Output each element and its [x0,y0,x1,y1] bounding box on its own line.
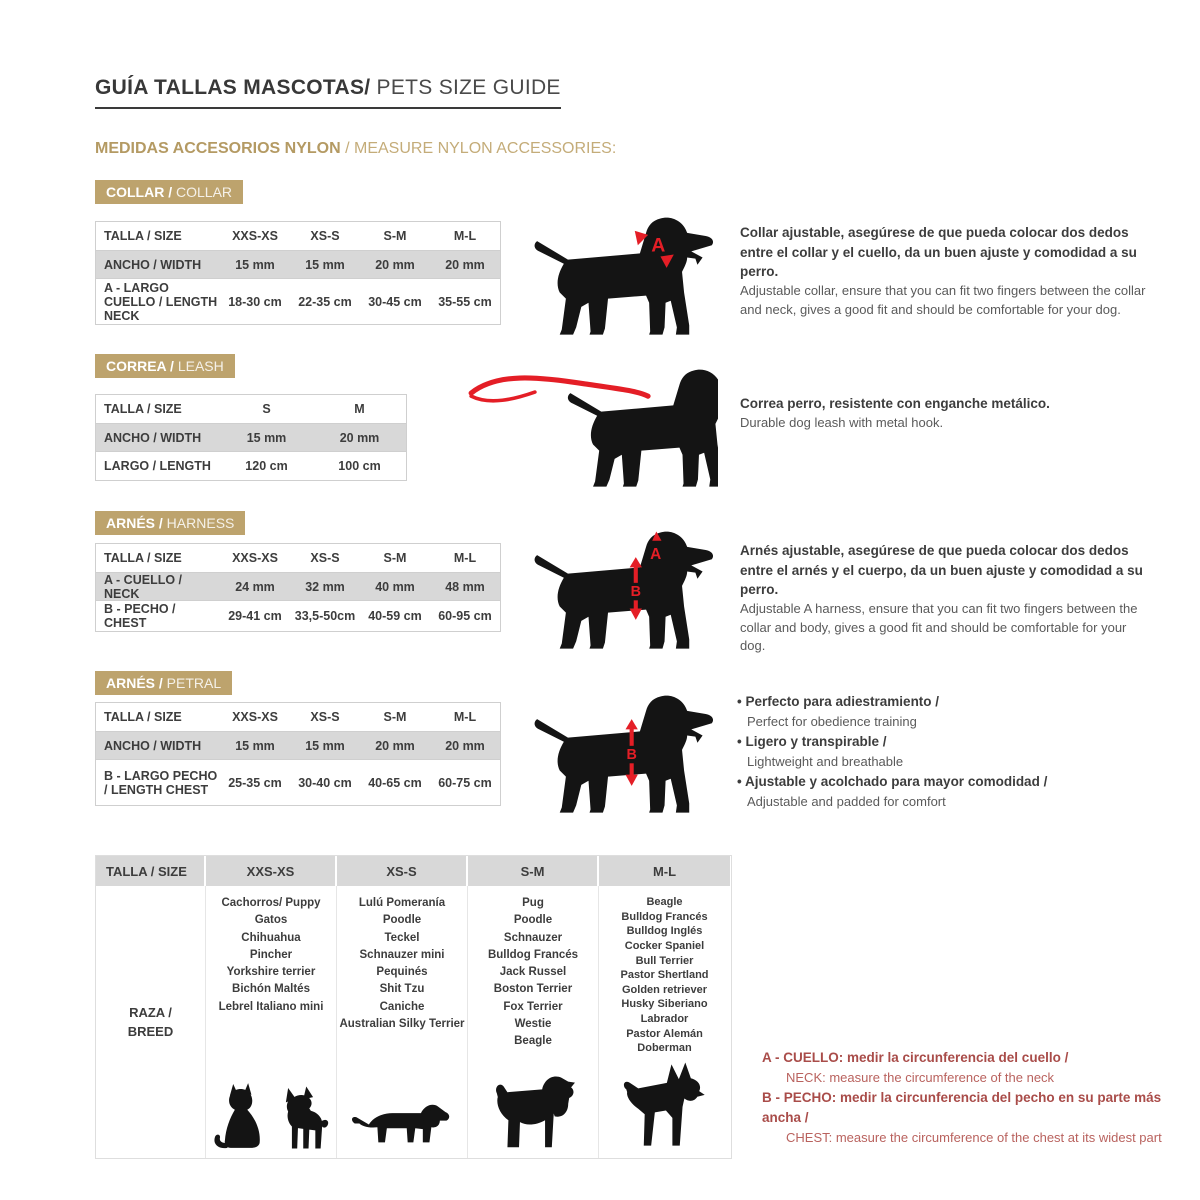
petral-feature-list [737,692,1157,811]
collar-description [740,223,1148,319]
leash-description [740,394,1148,432]
table-cell: 40-65 cm [368,775,422,790]
page-subtitle-es: MEDIDAS ACCESORIOS NYLON [95,140,341,157]
collar-measure-letter: A [651,234,666,257]
harness-table-row-neck [96,572,500,600]
leash-table-row-length [96,451,406,480]
table-cell: 48 mm [445,579,485,594]
table-cell: 15 mm [305,738,345,753]
breed-column-m-l [599,886,730,1158]
breed-item: Lulú Pomeranía [358,897,446,909]
breed-item: Golden retriever [622,983,707,996]
column-header: TALLA / SIZE [104,402,182,416]
page-title-en: PETS SIZE GUIDE [370,76,561,99]
breed-item: Shit Tzu [379,983,425,996]
petral-dog-illustration [533,688,718,817]
column-header: XS-S [310,229,340,243]
column-header: M-L [453,710,477,724]
breed-item: Husky Siberiano [621,998,708,1011]
breed-item: Australian Silky Terrier [339,1017,465,1030]
badge-text-es: ARNÉS / [106,515,163,531]
breed-item: Beagle [514,1035,552,1047]
leash-dog-illustration [466,362,718,491]
silhouettes-m-l [615,1057,715,1153]
breed-item: Boston Terrier [493,983,573,996]
silhouettes-xxs-xs [210,1078,332,1153]
harness-description [740,541,1148,656]
petral-table-row-chest [96,759,500,805]
column-header: XXS-XS [232,710,278,724]
harness-dog-illustration [533,524,718,653]
leash-size-table [95,394,407,481]
petral-bullet-es: • Ajustable y acolchado para mayor comodidad / [737,772,1157,792]
breed-column-xs-s [337,886,468,1158]
breed-item: Labrador [640,1013,689,1025]
breed-item: Fox Terrier [503,1000,563,1013]
column-header: TALLA / SIZE [104,551,182,565]
breed-row-label-line1: RAZA / [129,1004,172,1020]
badge-text-es: CORREA / [106,358,174,374]
breed-item: Beagle [646,896,683,908]
petral-section-badge [95,671,232,695]
column-header: TALLA / SIZE [104,710,182,724]
breed-item: Chihuahua [241,931,301,944]
harness-measure-letter-a: A [650,546,662,564]
row-label: A - CUELLO / NECK [104,572,183,601]
collar-section-badge [95,180,243,204]
badge-text-en: COLLAR [172,184,233,200]
leash-desc-es: Correa perro, resistente con enganche metálico. [740,396,1050,411]
harness-table-row-chest [96,600,500,631]
table-cell: 33,5-50cm [294,609,356,623]
petral-table-row-width [96,731,500,759]
column-header: M-L [453,229,477,243]
dog-silhouette-icon [533,210,718,339]
note-chest-en: CHEST: measure the circumference of the chest at its widest part [786,1130,1162,1146]
petral-size-table [95,702,501,806]
breed-item: Doberman [637,1042,692,1055]
table-cell: 29-41 cm [228,609,282,623]
column-header: TALLA / SIZE [96,856,206,886]
collar-table-row-neck [96,278,500,324]
column-header: S-M [383,229,407,243]
schnauzer-silhouette-icon [487,1071,579,1153]
badge-text-en: LEASH [173,358,224,374]
silhouettes-xs-s [349,1094,455,1153]
petral-bullet-es: • Perfecto para adiestramiento / [737,692,1157,712]
badge-text-en: HARNESS [162,515,235,531]
table-cell: 20 mm [445,738,485,753]
breed-item: Caniche [379,1000,425,1013]
table-cell: 40-59 cm [368,609,422,623]
column-header: XS-S [310,710,340,724]
table-cell: 35-55 cm [438,294,492,309]
note-chest-es: B - PECHO: medir la circunferencia del pecho en su parte más ancha / [762,1089,1162,1125]
table-cell: 15 mm [235,257,275,272]
table-cell: 24 mm [235,579,275,594]
breed-item: Pug [522,897,544,909]
table-cell: 30-45 cm [368,294,422,309]
table-cell: 30-40 cm [298,775,352,790]
harness-table-header-row [96,544,500,572]
harness-size-table [95,543,501,632]
column-header: M-L [453,551,477,565]
collar-dog-illustration [533,210,718,339]
column-header: XS-S [337,856,468,886]
table-cell: 20 mm [339,430,380,445]
column-header: S-M [383,710,407,724]
breed-item: Pastor Alemán [626,1027,703,1040]
breed-item: Bulldog Francés [621,910,708,923]
table-cell: 100 cm [338,459,381,473]
breed-item: Bulldog Francés [487,948,579,961]
petral-measure-letter: B [626,747,637,764]
breed-item: Cocker Spaniel [624,939,705,952]
column-header: XXS-XS [206,856,337,886]
column-header: TALLA / SIZE [104,229,182,243]
silhouettes-s-m [487,1071,579,1153]
badge-text-es: COLLAR / [106,184,173,200]
breed-item: Jack Russel [499,966,567,978]
breed-item: Poodle [382,914,422,927]
breed-item: Poodle [513,914,553,927]
harness-measure-letter-b: B [630,584,641,601]
petral-arrow-icon [626,775,638,786]
breed-item: Westie [514,1017,552,1030]
column-header: M [354,402,365,416]
breed-item: Bichón Maltés [232,983,310,996]
row-label: B - LARGO PECHO / LENGTH CHEST [104,768,218,797]
page-subtitle [95,140,616,158]
table-cell: 15 mm [305,257,345,272]
dog-silhouette-icon [466,362,718,491]
leash-desc-en: Durable dog leash with metal hook. [740,414,944,430]
breed-item: Pequinés [376,966,428,978]
breed-row-label-line2: BREED [127,1024,174,1039]
table-cell: 18-30 cm [228,294,282,309]
table-cell: 32 mm [305,579,345,594]
collar-table-row-width [96,250,500,278]
breed-item: Lebrel Italiano mini [218,1000,324,1013]
note-neck-en: NECK: measure the circumference of the neck [786,1070,1055,1086]
collar-table-header-row [96,222,500,250]
breed-column-xxs-xs [206,886,337,1158]
doberman-silhouette-icon [615,1057,715,1153]
table-cell: 60-75 cm [438,775,492,790]
table-cell: 25-35 cm [228,775,282,790]
breed-column-s-m [468,886,599,1158]
breed-item: Pincher [249,948,293,961]
table-cell: 120 cm [245,459,288,473]
badge-text-en: PETRAL [162,675,222,691]
leash-loop-icon [471,392,535,401]
harness-desc-en: Adjustable A harness, ensure that you can fit two fingers between the collar and body, gives a good fit and should be comfortable for your dog. [740,600,1138,654]
petral-bullet-en: Adjustable and padded for comfort [747,793,946,809]
row-label: ANCHO / WIDTH [104,738,202,753]
page-title-es: GUÍA TALLAS MASCOTAS/ [95,76,371,99]
petral-bullet-en: Lightweight and breathable [747,754,904,769]
table-cell: 22-35 cm [298,294,352,309]
page-title [95,76,561,109]
column-header: S-M [468,856,599,886]
leash-table-header-row [96,395,406,423]
breed-item: Bull Terrier [635,954,694,967]
row-label: LARGO / LENGTH [104,459,211,473]
dog-silhouette-icon [533,688,718,817]
leash-section-badge [95,354,235,378]
harness-desc-es: Arnés ajustable, asegúrese de que pueda colocar dos dedos entre el arnés y el cuerpo, da un buen ajuste y comodidad a su perro. [740,543,1143,598]
breed-table-body [96,886,731,1158]
breed-item: Bulldog Inglés [626,925,703,938]
breed-row-label [96,886,206,1158]
harness-section-badge [95,511,245,535]
row-label: B - PECHO / CHEST [104,602,176,630]
breed-item: Schnauzer mini [359,948,445,961]
table-cell: 40 mm [375,579,415,594]
breed-item: Gatos [254,914,288,927]
row-label: ANCHO / WIDTH [104,257,202,272]
column-header: S-M [383,551,407,565]
note-neck-es: A - CUELLO: medir la circunferencia del cuello / [762,1050,1069,1065]
column-header: M-L [599,856,730,886]
table-cell: 20 mm [375,738,415,753]
leash-table-row-width [96,423,406,451]
table-cell: 15 mm [246,430,287,445]
breed-item: Cachorros/ Puppy [221,897,321,909]
column-header: XXS-XS [232,229,278,243]
collar-desc-es: Collar ajustable, asegúrese de que pueda colocar dos dedos entre el collar y el cuello, da un buen ajuste y comodidad a su perro. [740,225,1137,280]
breed-item: Teckel [384,931,420,944]
collar-size-table [95,221,501,325]
harness-arrow-icon [630,609,642,620]
measuring-notes [762,1048,1194,1148]
chihuahua-silhouette-icon [276,1085,332,1153]
column-header: XS-S [310,551,340,565]
table-cell: 20 mm [375,257,415,272]
breed-size-table [95,855,732,1159]
page-subtitle-en: / MEASURE NYLON ACCESSORIES: [340,140,617,157]
dog-silhouette-icon [533,524,718,653]
column-header: S [262,402,271,416]
dachshund-silhouette-icon [349,1094,455,1153]
leash-line-icon [471,378,648,396]
breed-item: Pastor Shertland [620,969,709,982]
collar-desc-en: Adjustable collar, ensure that you can fit two fingers between the collar and neck, gives a good fit and should be comfortable for your dog. [740,282,1146,317]
row-label: ANCHO / WIDTH [104,430,202,445]
petral-table-header-row [96,703,500,731]
badge-text-es: ARNÉS / [106,675,163,691]
table-cell: 20 mm [445,257,485,272]
breed-item: Schnauzer [503,931,563,944]
breed-item: Yorkshire terrier [226,966,316,978]
row-label: A - LARGO CUELLO / LENGTH NECK [104,280,218,323]
table-cell: 60-95 cm [438,609,492,623]
table-cell: 15 mm [235,738,275,753]
cat-silhouette-icon [210,1078,268,1153]
petral-bullet-en: Perfect for obedience training [747,714,917,730]
petral-bullet-es: • Ligero y transpirable / [737,732,1157,752]
column-header: XXS-XS [232,551,278,565]
breed-table-header-row [96,856,731,886]
